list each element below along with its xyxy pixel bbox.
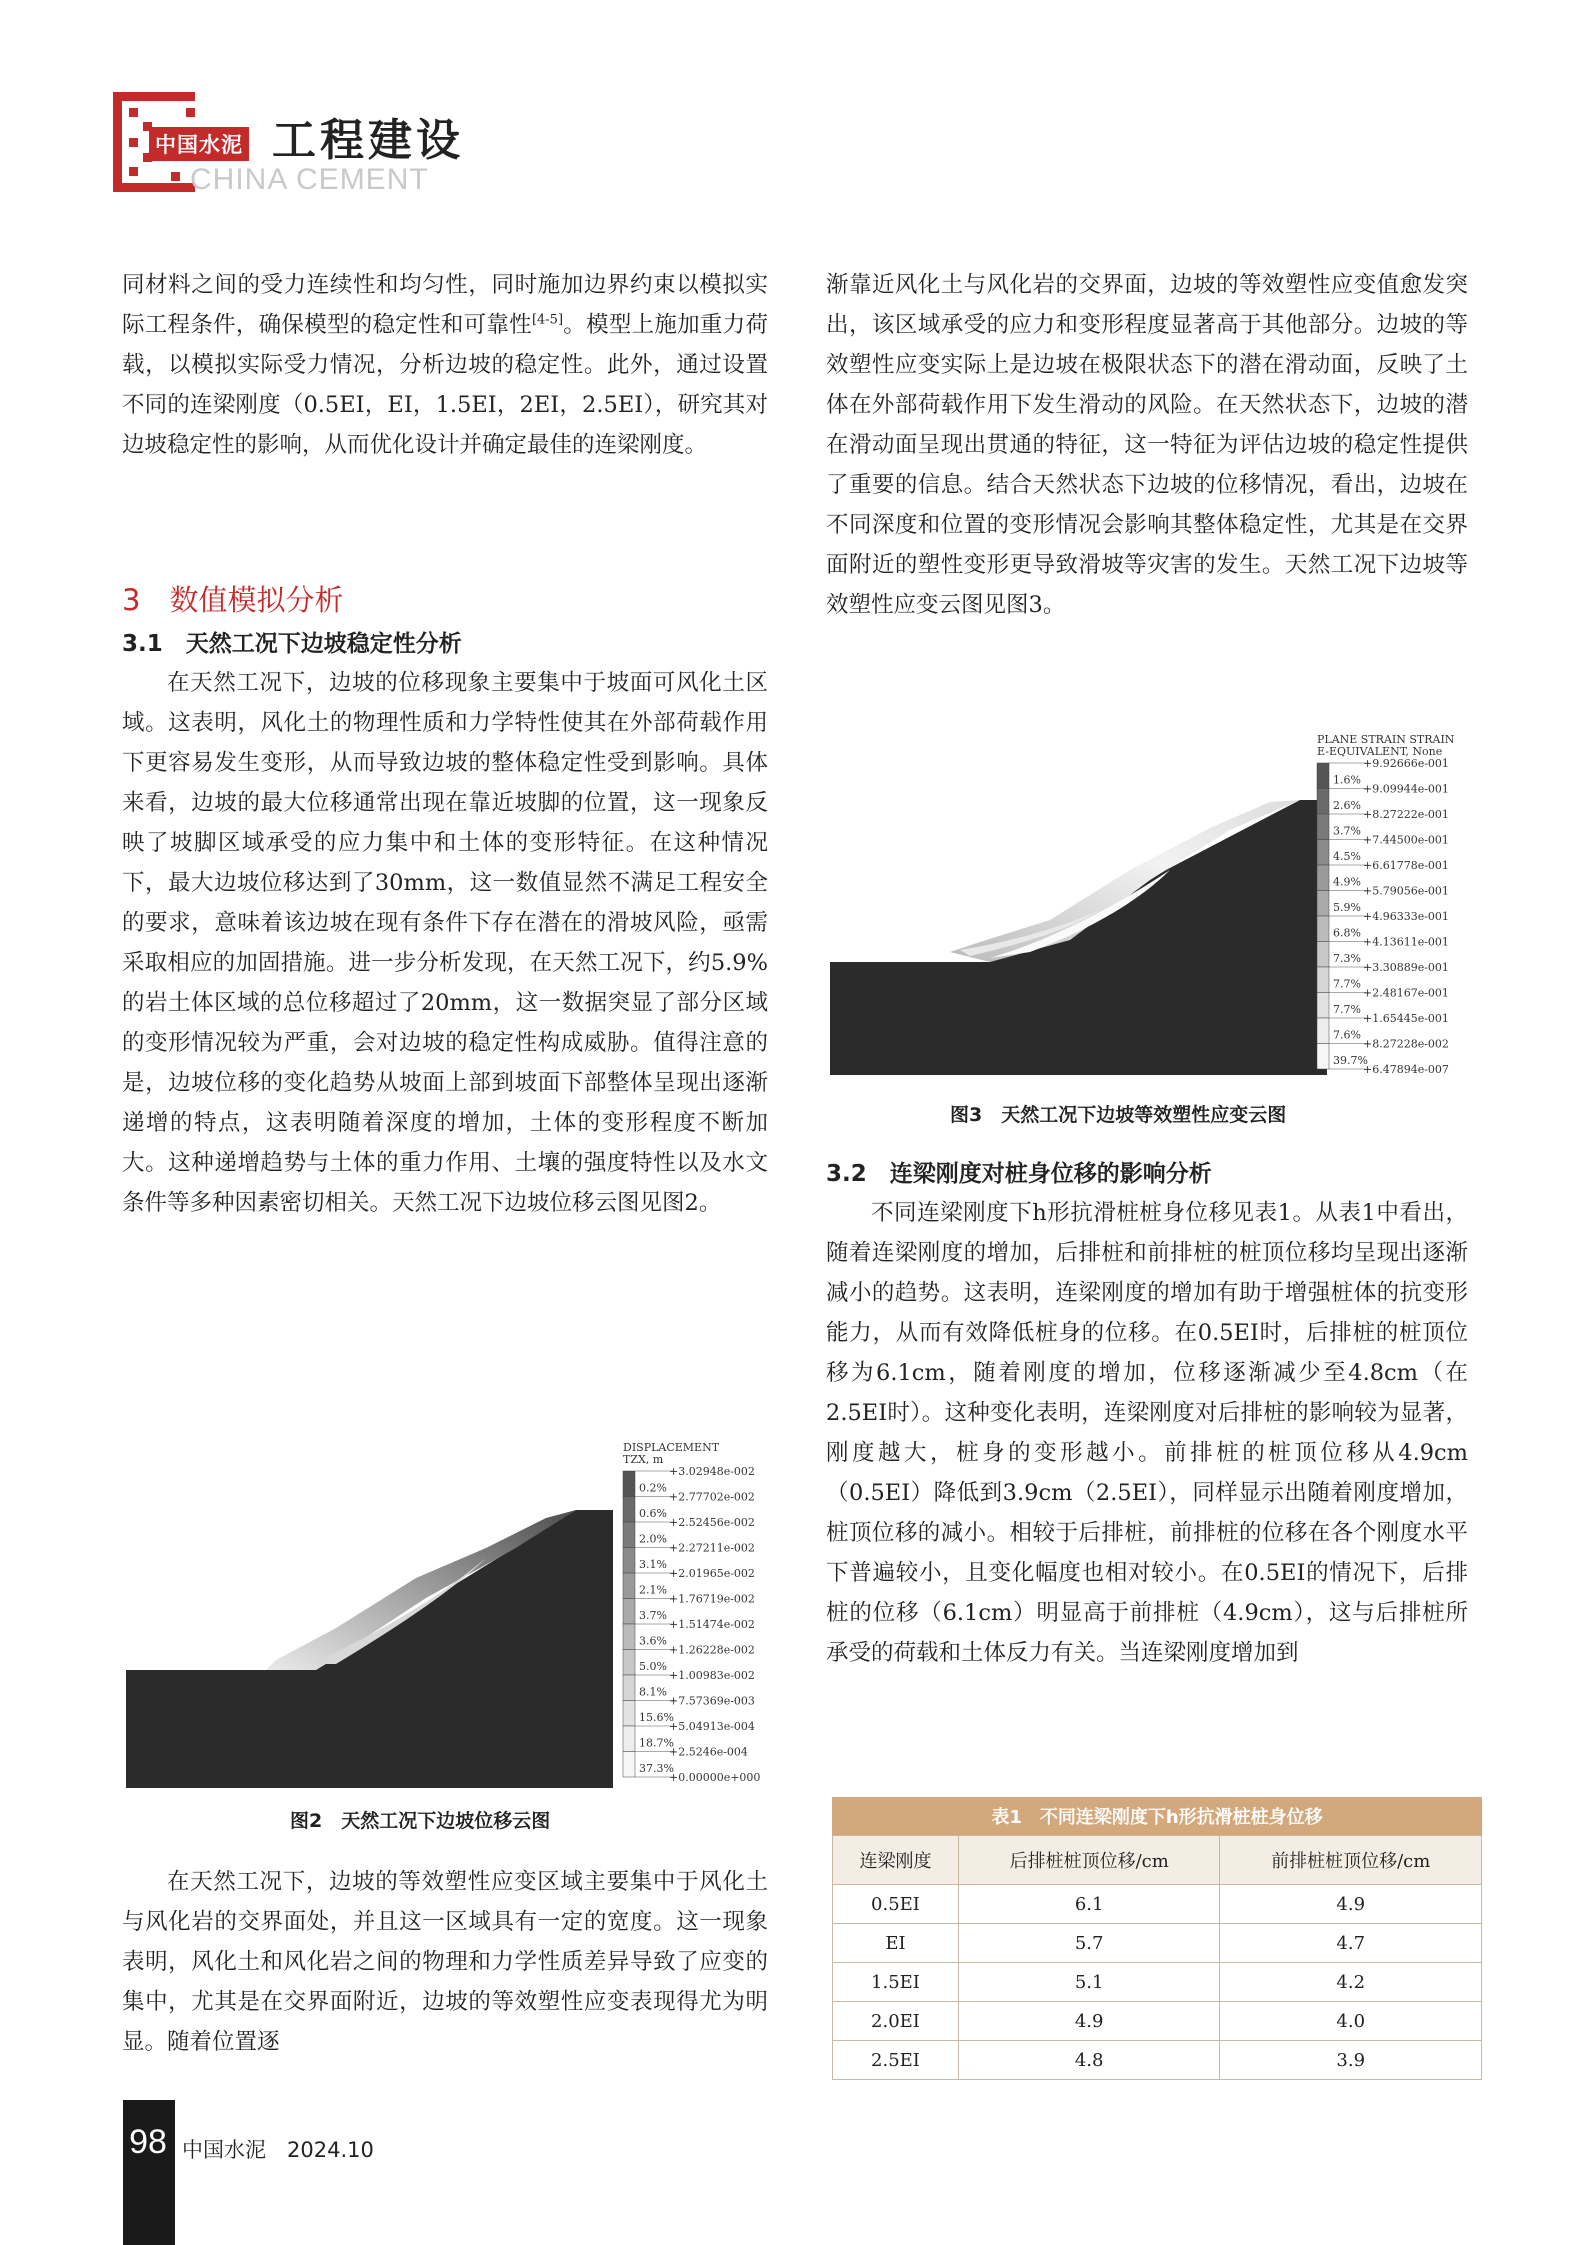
figure-3-legend xyxy=(1317,733,1455,758)
col2-para2: 不同连梁刚度下h形抗滑桩桩身位移见表1。从表1中看出，随着连梁刚度的增加，后排桩和前排桩的桩顶位移均呈现出逐渐减小的趋势。这表明，连梁刚度的增加有助于增强桩体的抗变形能力，从而有效降低桩身的位移。在0.5EI时，后排桩的桩顶位移为6.1cm，随着刚度的增加，位移逐渐减少至4.8cm（在2.5EI时）。这种变化表明，连梁刚度对后排桩的影响较为显著，刚度越大，桩身的变形越小。前排桩的桩顶位移从4.9cm（0.5EI）降低到3.9cm（2.5EI），同样显示出随着刚度增加，桩顶位移的减小。相较于后排桩，前排桩的位移在各个刚度水平下普遍较小，且变化幅度也相对较小。在0.5EI的情况下，后排桩的位移（6.1cm）明显高于前排桩（4.9cm），这与后排桩所承受的荷载和土体反力有关。当连梁刚度增加到 xyxy=(826,1200,1468,1666)
col1-para1: 同材料之间的受力连续性和均匀性，同时施加边界约束以模拟实际工程条件，确保模型的稳定性和可靠性[4-5]。模型上施加重力荷载，以模拟实际受力情况，分析边坡的稳定性。此外，通过设置不同的连梁刚度（0.5EI，EI，1.5EI，2EI，2.5EI），研究其对边坡稳定性的影响，从而优化设计并确定最佳的连梁刚度。 xyxy=(122,272,768,458)
page-number-bar xyxy=(123,2100,175,2245)
table-cell: EI xyxy=(833,1924,959,1963)
table-cell: 1.5EI xyxy=(833,1963,959,2002)
table-cell: 3.9 xyxy=(1220,2041,1482,2080)
legend-percent: 0.6% xyxy=(639,1507,667,1520)
col2-para1: 渐靠近风化土与风化岩的交界面，边坡的等效塑性应变值愈发突出，该区域承受的应力和变形程度显著高于其他部分。边坡的等效塑性应变实际上是边坡在极限状态下的潜在滑动面，反映了土体在外部荷载作用下发生滑动的风险。在天然状态下，边坡的潜在滑动面呈现出贯通的特征，这一特征为评估边坡的稳定性提供了重要的信息。结合天然状态下边坡的位移情况，看出，边坡在不同深度和位置的变形情况会影响其整体稳定性，尤其是在交界面附近的塑性变形更导致滑坡等灾害的发生。天然工况下边坡等效塑性应变云图见图3。 xyxy=(826,272,1468,618)
legend-percent: 3.7% xyxy=(639,1609,667,1622)
table-row xyxy=(833,1963,1482,2002)
svg-text:TZX, m: TZX, m xyxy=(623,1453,664,1466)
legend-value: +0.00000e+000 xyxy=(669,1771,761,1784)
section-title: 3 数值模拟分析 xyxy=(122,583,344,617)
legend-percent: 5.9% xyxy=(1333,901,1361,914)
svg-text:E-EQUIVALENT, None: E-EQUIVALENT, None xyxy=(1317,745,1443,758)
figure-2-caption: 图2 天然工况下边坡位移云图 xyxy=(290,1810,551,1832)
table-header: 后排桩桩顶位移/cm xyxy=(958,1836,1220,1885)
legend-percent: 15.6% xyxy=(639,1711,674,1724)
legend-percent: 1.6% xyxy=(1333,773,1361,787)
legend-percent: 3.7% xyxy=(1333,824,1361,838)
legend-value: +6.61778e-001 xyxy=(1363,859,1449,872)
table-cell: 6.1 xyxy=(958,1885,1220,1924)
legend-value: +8.27228e-002 xyxy=(1363,1037,1449,1051)
legend-value: +6.47894e-007 xyxy=(1363,1063,1449,1076)
legend-percent: 3.6% xyxy=(639,1634,667,1648)
legend-value: +2.5246e-004 xyxy=(669,1745,748,1759)
legend-percent: 18.7% xyxy=(639,1736,674,1750)
table-cell: 5.7 xyxy=(958,1924,1220,1963)
table-cell: 0.5EI xyxy=(833,1885,959,1924)
legend-value: +1.26228e-002 xyxy=(669,1643,755,1657)
legend-value: +2.77702e-002 xyxy=(669,1490,755,1504)
legend-value: +3.30889e-001 xyxy=(1363,961,1449,974)
legend-value: +1.76719e-002 xyxy=(669,1592,755,1606)
legend-percent: 7.7% xyxy=(1333,1003,1361,1016)
legend-swatch xyxy=(623,1522,635,1548)
legend-percent: 37.3% xyxy=(639,1762,674,1775)
legend-percent: 39.7% xyxy=(1333,1054,1368,1067)
legend-swatch xyxy=(1317,916,1329,942)
table-cell: 2.5EI xyxy=(833,2041,959,2080)
legend-value: +5.79056e-001 xyxy=(1363,884,1449,898)
legend-swatch xyxy=(1317,967,1329,993)
col1-para2: 在天然工况下，边坡的位移现象主要集中于坡面可风化土区域。这表明，风化土的物理性质和力学特性使其在外部荷载作用下更容易发生变形，从而导致边坡的整体稳定性受到影响。具体来看，边坡的最大位移通常出现在靠近坡脚的位置，这一现象反映了坡脚区域承受的应力集中和土体的变形特征。在这种情况下，最大边坡位移达到了30mm，这一数值显然不满足工程安全的要求，意味着该边坡在现有条件下存在潜在的滑坡风险，亟需采取相应的加固措施。进一步分析发现，在天然工况下，约5.9%的岩土体区域的总位移超过了20mm，这一数据突显了部分区域的变形情况较为严重，会对边坡的稳定性构成威胁。值得注意的是，边坡位移的变化趋势从坡面上部到坡面下部整体呈现出逐渐递增的特点，这表明随着深度的增加，土体的变形程度不断加大。这种递增趋势与土体的重力作用、土壤的强度特性以及水文条件等多种因素密切相关。天然工况下边坡位移云图见图2。 xyxy=(122,670,768,1216)
legend-percent: 7.7% xyxy=(1333,977,1361,991)
table-cell: 4.9 xyxy=(958,2002,1220,2041)
table-row xyxy=(833,2041,1482,2080)
table-1-caption: 表1 不同连梁刚度下h形抗滑桩桩身位移 xyxy=(832,1797,1482,1835)
table-row xyxy=(833,2002,1482,2041)
legend-swatch xyxy=(623,1726,635,1752)
table-cell: 5.1 xyxy=(958,1963,1220,2002)
legend-value: +3.02948e-002 xyxy=(669,1465,755,1478)
legend-swatch xyxy=(1317,763,1329,789)
legend-value: +7.57369e-003 xyxy=(669,1694,755,1708)
logo-cn: 中国水泥 xyxy=(149,127,249,161)
table-header: 连梁刚度 xyxy=(833,1836,959,1885)
figure-2-legend xyxy=(623,1441,720,1466)
legend-swatch xyxy=(1317,891,1329,917)
footer-magazine: 中国水泥 2024.10 xyxy=(182,2138,374,2162)
legend-swatch xyxy=(623,1471,635,1497)
legend-value: +2.01965e-002 xyxy=(669,1567,755,1580)
table-cell: 4.7 xyxy=(1220,1924,1482,1963)
legend-swatch xyxy=(623,1675,635,1701)
legend-percent: 5.0% xyxy=(639,1660,667,1673)
svg-text:DISPLACEMENT: DISPLACEMENT xyxy=(623,1441,720,1454)
legend-value: +7.44500e-001 xyxy=(1363,833,1449,847)
legend-swatch xyxy=(1317,789,1329,815)
legend-value: +2.27211e-002 xyxy=(669,1541,755,1555)
legend-value: +1.00983e-002 xyxy=(669,1669,755,1682)
table-cell: 4.9 xyxy=(1220,1885,1482,1924)
legend-percent: 6.8% xyxy=(1333,926,1361,940)
legend-percent: 2.0% xyxy=(639,1532,667,1546)
legend-swatch xyxy=(623,1573,635,1599)
legend-swatch xyxy=(1317,1044,1329,1070)
legend-value: +1.65445e-001 xyxy=(1363,1012,1449,1025)
citation-ref: [4-5] xyxy=(531,312,564,328)
legend-value: +9.09944e-001 xyxy=(1363,782,1449,796)
legend-percent: 8.1% xyxy=(639,1685,667,1699)
table-cell: 4.2 xyxy=(1220,1963,1482,2002)
legend-swatch xyxy=(1317,865,1329,891)
legend-percent: 3.1% xyxy=(639,1558,667,1571)
table-header: 前排桩桩顶位移/cm xyxy=(1220,1836,1482,1885)
legend-value: +4.13611e-001 xyxy=(1363,935,1449,949)
legend-swatch xyxy=(1317,840,1329,866)
table-cell: 4.0 xyxy=(1220,2002,1482,2041)
table-row xyxy=(833,1885,1482,1924)
subsection-title-3-1: 3.1 天然工况下边坡稳定性分析 xyxy=(122,631,462,657)
table-header-row xyxy=(833,1836,1482,1885)
legend-value: +1.51474e-002 xyxy=(669,1618,755,1631)
legend-swatch xyxy=(623,1624,635,1650)
legend-percent: 2.6% xyxy=(1333,799,1361,812)
logo-en: CHINA CEMENT xyxy=(190,163,429,196)
legend-value: +2.48167e-001 xyxy=(1363,986,1449,1000)
legend-percent: 4.9% xyxy=(1333,875,1361,889)
legend-value: +5.04913e-004 xyxy=(669,1720,755,1733)
legend-swatch xyxy=(1317,1018,1329,1044)
col1-para3: 在天然工况下，边坡的等效塑性应变区域主要集中于风化土与风化岩的交界面处，并且这一区域具有一定的宽度。这一现象表明，风化土和风化岩之间的物理和力学性质差异导致了应变的集中，尤其是在交界面附近，边坡的等效塑性应变表现得尤为明显。随着位置逐 xyxy=(122,1869,768,2055)
subsection-title-3-2: 3.2 连梁刚度对桩身位移的影响分析 xyxy=(826,1161,1212,1187)
legend-swatch xyxy=(1317,814,1329,840)
svg-text:PLANE STRAIN STRAIN: PLANE STRAIN STRAIN xyxy=(1317,733,1455,746)
figure-3-plastic-strain-contour xyxy=(830,730,1470,1090)
legend-swatch xyxy=(623,1650,635,1676)
legend-swatch xyxy=(623,1752,635,1778)
figure-2-displacement-contour xyxy=(126,1438,766,1798)
table-cell: 4.8 xyxy=(958,2041,1220,2080)
legend-swatch xyxy=(1317,942,1329,968)
table-1 xyxy=(832,1797,1482,2080)
legend-percent: 4.5% xyxy=(1333,850,1361,863)
legend-swatch xyxy=(1317,993,1329,1019)
legend-percent: 0.2% xyxy=(639,1481,667,1495)
legend-swatch xyxy=(623,1701,635,1727)
legend-swatch xyxy=(623,1548,635,1574)
figure-3-caption: 图3 天然工况下边坡等效塑性应变云图 xyxy=(950,1104,1287,1126)
page-number: 98 xyxy=(129,2123,167,2161)
legend-percent: 2.1% xyxy=(639,1583,667,1597)
legend-value: +4.96333e-001 xyxy=(1363,910,1449,923)
header-title: 工程建设 xyxy=(272,115,464,166)
table-row xyxy=(833,1924,1482,1963)
table-cell: 2.0EI xyxy=(833,2002,959,2041)
legend-percent: 7.6% xyxy=(1333,1028,1361,1042)
legend-value: +9.92666e-001 xyxy=(1363,757,1449,770)
legend-value: +2.52456e-002 xyxy=(669,1516,755,1529)
legend-swatch xyxy=(623,1599,635,1625)
legend-value: +8.27222e-001 xyxy=(1363,808,1449,821)
legend-swatch xyxy=(623,1497,635,1523)
legend-percent: 7.3% xyxy=(1333,952,1361,965)
